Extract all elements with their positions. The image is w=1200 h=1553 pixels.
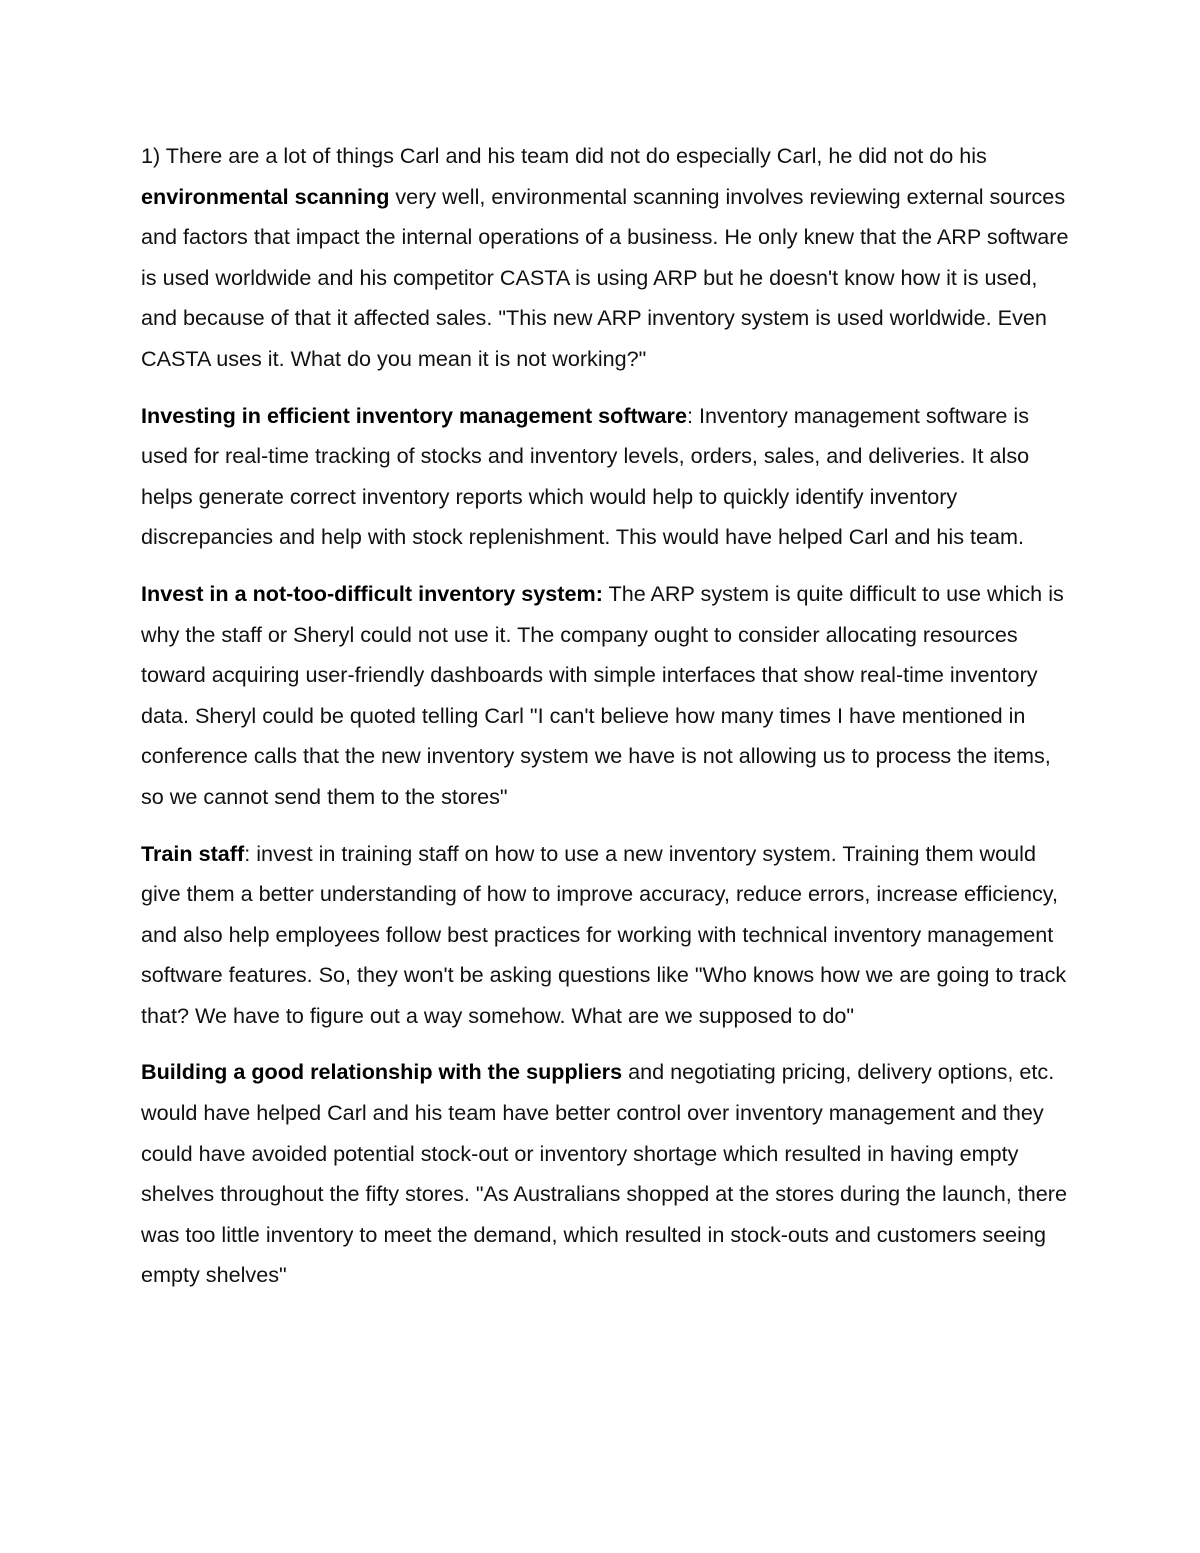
paragraph-lead-text: 1) There are a lot of things Carl and his team did not do especially Carl, he did not do his	[141, 143, 987, 168]
paragraph-environmental-scanning	[141, 136, 1071, 380]
paragraph-text: very well, environmental scanning involves reviewing external sources and factors that impact the internal operations of a business. He only knew that the ARP software is used worldwide and his competitor CASTA is using ARP but he doesn't know how it is used, and because of that it affected sales. "This new ARP inventory system is used worldwide. Even CASTA uses it. What do you mean it is not working?"	[141, 183, 1069, 371]
paragraph-text: and negotiating pricing, delivery options, etc. would have helped Carl and his team have better control over inventory management and they could have avoided potential stock-out or inventory shortage which resulted in having empty shelves throughout the fifty stores. "As Australians shopped at the stores during the launch, there was too little inventory to meet the demand, which resulted in stock-outs and customers seeing empty shelves"	[141, 1059, 1067, 1288]
paragraph-heading: Investing in efficient inventory management software	[141, 402, 687, 428]
paragraph-heading: Train staff	[141, 840, 245, 866]
paragraph-heading: Invest in a not-too-difficult inventory system:	[141, 580, 603, 606]
paragraph-train-staff	[141, 834, 1071, 1037]
paragraph-heading: Building a good relationship with the suppliers	[141, 1059, 623, 1085]
document-body	[141, 136, 1071, 1312]
paragraph-heading: environmental scanning	[141, 183, 390, 209]
paragraph-text: The ARP system is quite difficult to use which is why the staff or Sheryl could not use it. The company ought to consider allocating resources toward acquiring user-friendly dashboards with simple interfaces that show real-time inventory data. Sheryl could be quoted telling Carl "I can't believe how many times I have mentioned in conference calls that the new inventory system we have is not allowing us to process the items, so we cannot send them to the stores"	[141, 580, 1064, 809]
paragraph-text: : Inventory management software is used for real-time tracking of stocks and inventory levels, orders, sales, and deliveries. It also helps generate correct inventory reports which would help to quickly identify inventory discrepancies and help with stock replenishment. This would have helped Carl and his team.	[141, 402, 1030, 550]
paragraph-inventory-system	[141, 574, 1071, 818]
paragraph-text: : invest in training staff on how to use a new inventory system. Training them would give them a better understanding of how to improve accuracy, reduce errors, increase efficiency, and also help employees follow best practices for working with technical inventory management software features. So, they won't be asking questions like "Who knows how we are going to track that? We have to figure out a way somehow. What are we supposed to do"	[141, 840, 1067, 1028]
paragraph-inventory-software	[141, 396, 1071, 558]
paragraph-supplier-relationship	[141, 1052, 1071, 1296]
